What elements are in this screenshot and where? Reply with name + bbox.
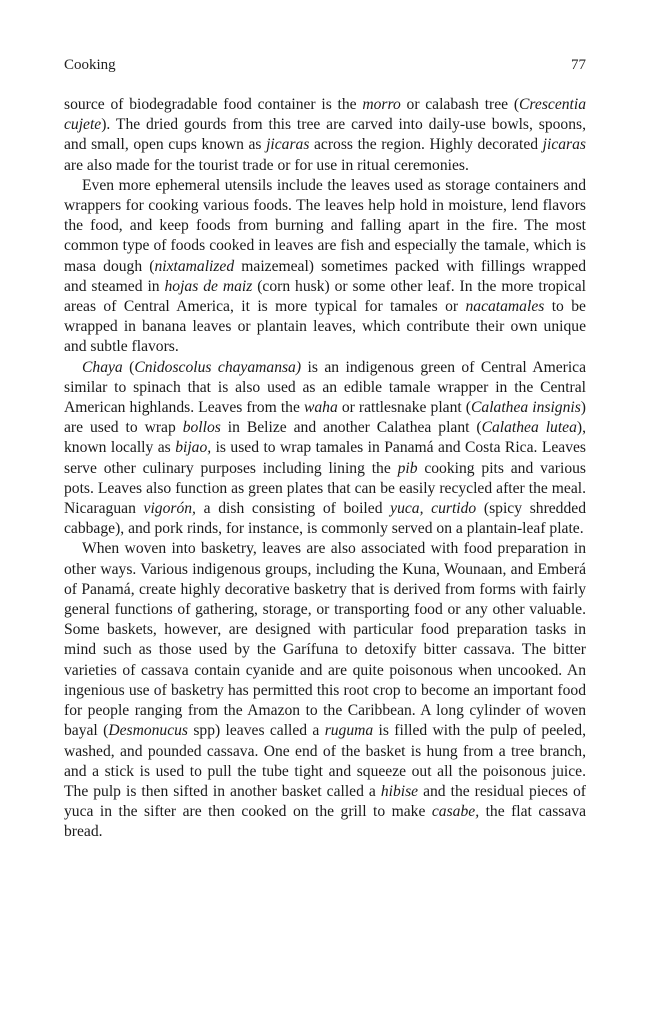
italic-term: nixtamalized	[154, 257, 235, 275]
paragraph	[64, 176, 586, 358]
section-title: Cooking	[64, 57, 116, 73]
italic-term: morro	[362, 96, 401, 113]
text-run: in Belize and another Calathea plant (	[220, 419, 482, 437]
text-run: are also made for the tourist trade or for use in ritual ceremonies.	[64, 156, 469, 174]
text-run: maizemeal) sometimes packed with fillings wrapped and steamed in	[64, 257, 586, 295]
text-run: ) are used to wrap	[64, 399, 586, 437]
italic-term: casabe,	[431, 803, 480, 821]
italic-term: jicaras	[542, 136, 586, 154]
italic-term: Chaya	[82, 358, 123, 376]
text-run: ). The dried gourds from this tree are carved into daily-use bowls, spoons, and small, open cups known as	[64, 116, 586, 154]
italic-term: Calathea lutea	[481, 419, 577, 437]
text-run: (corn husk) or some other leaf. In the more tropical areas of Central America, it is more typical for tamales or	[64, 277, 586, 316]
text-run: Even more ephemeral utensils include the leaves used as storage containers and wrappers for cooking various foods. The leaves help hold in moisture, lend flavors the food, and keep foods from burning and falling apart in the fire. The most common type of foods cooked in leaves are fish and especially the tamale, which is masa dough (	[64, 176, 586, 275]
text-run: source of biodegradable food container is the	[64, 96, 363, 113]
text-run: or calabash tree (	[400, 96, 520, 113]
text-run: or rattlesnake plant (	[337, 399, 471, 417]
italic-term: hojas de maiz	[164, 277, 253, 295]
italic-term: jicaras	[266, 136, 310, 154]
running-head	[64, 57, 586, 74]
text-run: is used to wrap tamales in Panamá and Costa Rica. Leaves serve other culinary purposes including lining the	[64, 439, 586, 477]
text-run: across the region. Highly decorated	[309, 136, 543, 154]
paragraph	[64, 539, 586, 842]
text-run: and the residual pieces of yuca in the sifter are then cooked on the grill to make	[64, 782, 587, 821]
italic-term: Cnidoscolus chayamansa)	[134, 358, 302, 376]
text-run: to be wrapped in banana leaves or plantain leaves, which contribute their own unique and subtle flavors.	[64, 298, 586, 356]
text-run: (spicy shredded cabbage), and pork rinds, for instance, is commonly served on a plantain-leaf plate.	[64, 500, 586, 538]
italic-term: hibise	[380, 782, 419, 800]
italic-term: pib	[397, 459, 418, 477]
italic-term: yuca, curtido	[390, 500, 477, 518]
text-run: cooking pits and various pots. Leaves also function as green plates that can be easily recycled after the meal. Nicaraguan	[64, 459, 586, 518]
italic-term: Calathea insignis	[471, 399, 581, 417]
italic-term: ruguma	[324, 722, 374, 740]
text-run: is filled with the pulp of peeled, washed, and pounded cassava. One end of the basket is hung from a tree branch, and a stick is used to pull the tube tight and squeeze out all the poisonous juice. The pulp is then sifted in another basket called a	[64, 722, 586, 800]
italic-term: Desmonucus	[108, 722, 189, 740]
italic-term: Crescentia cujete	[64, 96, 586, 134]
italic-term: bijao,	[175, 439, 212, 457]
page-number: 77	[571, 57, 586, 73]
italic-term: nacatamales	[465, 298, 545, 316]
paragraph	[64, 358, 586, 540]
body-text	[64, 95, 586, 843]
text-run: (	[122, 358, 135, 376]
italic-term: bollos	[182, 419, 221, 437]
text-run: a dish consisting of boiled	[195, 500, 391, 518]
text-run: spp) leaves called a	[188, 722, 325, 740]
italic-term: waha	[303, 399, 338, 417]
text-run: ), known locally as	[64, 419, 586, 457]
italic-term: vigorón,	[143, 500, 196, 518]
text-run: is an indigenous green of Central America similar to spinach that is also used as an edible tamale wrapper in the Central American highlands. Leaves from the	[64, 358, 587, 417]
text-run: When woven into basketry, leaves are also associated with food preparation in other ways. Various indigenous groups, including the Kuna, Wounaan, and Emberá of Panamá, create highly decorative basketry that is derived from forms with fairly general functions of gathering, storage, or transporting food or any other valuable. Some baskets, however, are designed with particular food preparation tasks in mind such as those used by the Garífuna to detoxify bitter cassava. The bitter varieties of cassava contain cyanide and are quite poisonous when uncooked. An ingenious use of basketry has permitted this root crop to become an important food for people ranging from the Amazon to the Caribbean. A long cylinder of woven bayal (	[64, 540, 586, 740]
paragraph	[64, 95, 586, 176]
text-run: the flat cassava bread.	[64, 803, 586, 841]
